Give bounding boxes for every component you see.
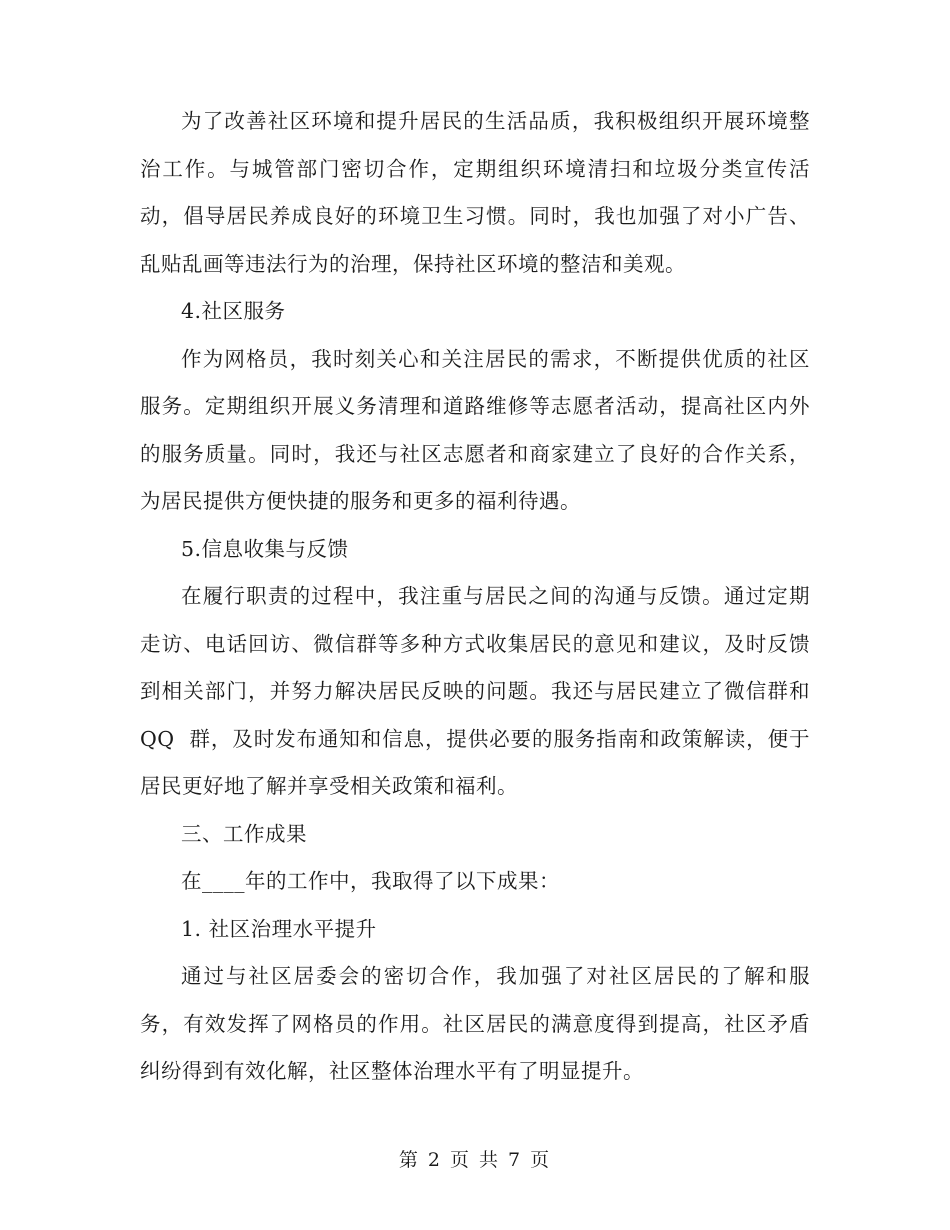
page-number-footer: 第 2 页 共 7 页 xyxy=(398,1149,552,1171)
document-body xyxy=(140,98,818,1096)
paragraph-community-service: 作为网格员，我时刻关心和关注居民的需求，不断提供优质的社区服务。定期组织开展义务清理和道路维修等志愿者活动，提高社区内外的服务质量。同时，我还与社区志愿者和商家建立了良好的合作关系，为居民提供方便快捷的服务和更多的福利待遇。 xyxy=(140,346,810,513)
paragraph-governance: 通过与社区居委会的密切合作，我加强了对社区居民的了解和服务，有效发挥了网格员的作用。社区居民的满意度得到提高，社区矛盾纠纷得到有效化解，社区整体治理水平有了明显提升。 xyxy=(140,964,810,1083)
paragraph-environment: 为了改善社区环境和提升居民的生活品质，我积极组织开展环境整治工作。与城管部门密切合作，定期组织环境清扫和垃圾分类宣传活动，倡导居民养成良好的环境卫生习惯。同时，我也加强了对小广告、乱贴乱画等违法行为的治理，保持社区环境的整洁和美观。 xyxy=(140,109,810,276)
paragraph-info-feedback: 在履行职责的过程中，我注重与居民之间的沟通与反馈。通过定期走访、电话回访、微信群等多种方式收集居民的意见和建议，及时反馈到相关部门，并努力解决居民反映的问题。我还与居民建立了微信群和 QQ 群，及时发布通知和信息，提供必要的服务指南和政策解读，便于居民更好地了解并享受相关政策和福利。 xyxy=(140,584,818,798)
paragraph-results-intro: 在____年的工作中，我取得了以下成果： xyxy=(181,869,560,893)
section-heading-work-results: 三、工作成果 xyxy=(181,821,307,846)
section-heading-info-feedback: 5.信息收集与反馈 xyxy=(181,536,349,561)
section-heading-governance: 1. 社区治理水平提升 xyxy=(181,916,377,941)
section-heading-community-service: 4.社区服务 xyxy=(181,299,286,323)
